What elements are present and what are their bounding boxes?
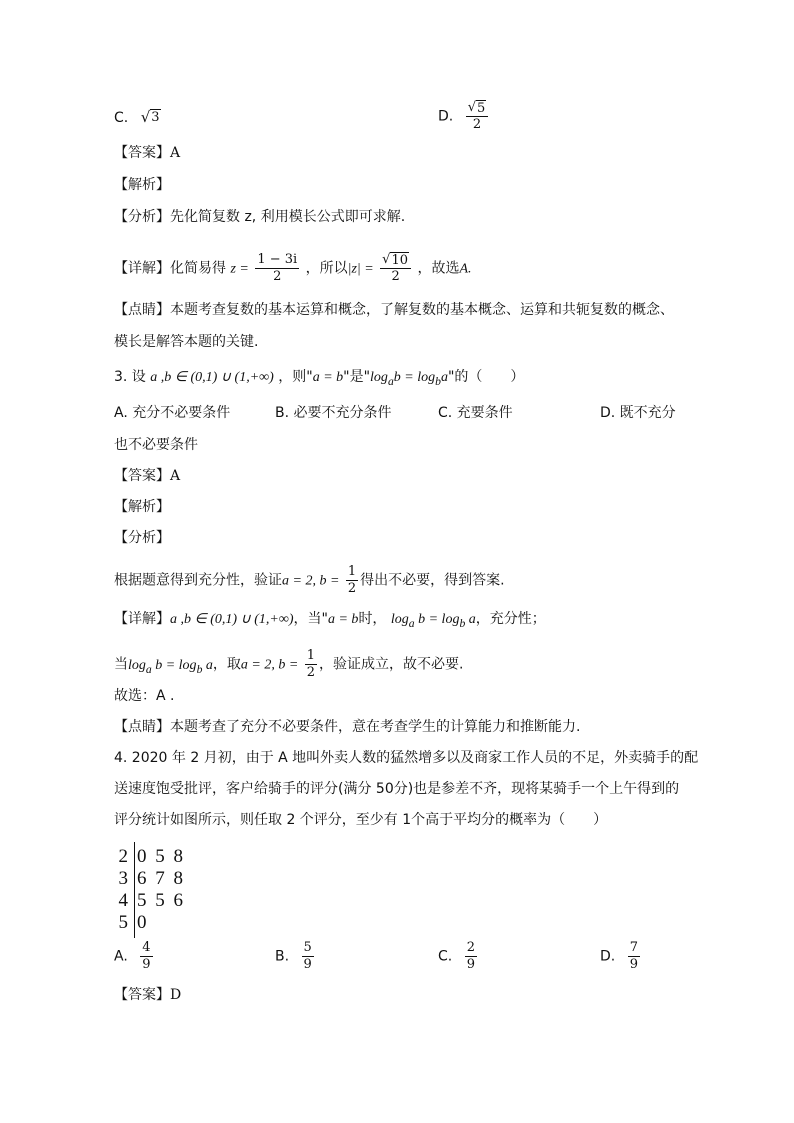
q3-option-d: D. 既不充分 [600, 405, 676, 421]
sqrt-expression: √ 3 [140, 108, 160, 126]
xiangjie-line: 【详解】化简易得 z = $\frac{1 - 3i}{2}$ ，所以|z| = √ 10 2 ，故选A. [114, 252, 472, 284]
fraction: $\frac{1}{2}$ [347, 564, 357, 596]
option-label: D. [438, 108, 454, 125]
fraction: √ 5 2 [466, 100, 489, 133]
option-d [438, 100, 490, 133]
fraction: $\frac{1}{2}$ [306, 648, 316, 680]
q3-guxuan: 故选：A . [114, 688, 175, 704]
option-c [114, 108, 161, 128]
q3-option-c: C. 充要条件 [438, 405, 513, 421]
q3-xiangjie-2: 当$\log_a b = \log_b a$，取a = 2, b = $\frac{1}{2}$ ，验证成立，故不必要. [114, 648, 464, 680]
q3-xiangjie-1: 【详解】a ,b ∈ (0,1) ∪ (1,+∞)，当"a = b时， $\log_a b = \log_b a$，充分性； [114, 611, 546, 630]
stem-leaf-row: 5 0 [118, 912, 149, 933]
q3-analysis-heading: 【解析】 [114, 499, 170, 515]
q4-stem-1: 4. 2020 年 2 月初，由于 A 地叫外卖人数的猛然增多以及商家工作人员的不足，外卖骑手的配 [114, 750, 699, 766]
q4-option-d: D. $\frac{7}{9}$ [600, 940, 638, 972]
q4-stem-2: 送速度饱受批评，客户给骑手的评分(满分 50分)也是参差不齐，现将某骑手一个上午得到的 [114, 781, 680, 797]
fraction: $\frac{2}{9}$ [466, 940, 475, 972]
q3-option-b: B. 必要不充分条件 [275, 405, 392, 421]
stem-leaf-row: 2 0 5 8 [118, 846, 185, 867]
analysis-heading: 【解析】 [114, 177, 170, 193]
fraction: √ 10 2 [380, 252, 411, 285]
stem-leaf-row: 4 5 5 6 [118, 890, 185, 911]
q3-answer: 【答案】A [114, 468, 181, 484]
q3-option-a: A. 充分不必要条件 [114, 405, 231, 421]
fraction: $\frac{1 - 3i}{2}$ [257, 252, 298, 284]
option-label: C. [114, 110, 129, 126]
q3-fenxi-heading: 【分析】 [114, 530, 170, 546]
q4-stem-3: 评分统计如图所示，则任取 2 个评分，至少有 1个高于平均分的概率为（ ） [114, 812, 608, 828]
q3-fenxi-text: 根据题意得到充分性，验证a = 2, b = $\frac{1}{2}$ 得出不必要，得到答案. [114, 564, 505, 596]
fenxi-line: 【分析】先化简复数 z, 利用模长公式即可求解. [114, 209, 406, 225]
fraction: $\frac{7}{9}$ [629, 940, 638, 972]
stem-leaf-row: 3 6 7 8 [118, 868, 185, 889]
fraction: $\frac{4}{9}$ [142, 940, 151, 972]
stem-leaf-plot [114, 846, 185, 934]
fraction: $\frac{5}{9}$ [303, 940, 312, 972]
q3-option-d-cont: 也不必要条件 [114, 437, 198, 453]
q3-dianjing: 【点睛】本题考查了充分不必要条件，意在考查学生的计算能力和推断能力. [114, 719, 581, 735]
q4-option-a: A. $\frac{4}{9}$ [114, 940, 151, 972]
answer-line: 【答案】A [114, 145, 181, 161]
q4-option-b: B. $\frac{5}{9}$ [275, 940, 312, 972]
dianjing-line-1: 【点睛】本题考查复数的基本运算和概念，了解复数的基本概念、运算和共轭复数的概念、 [114, 302, 674, 318]
dianjing-line-2: 模长是解答本题的关键. [114, 334, 259, 350]
q3-stem: 3. 设 a ,b ∈ (0,1) ∪ (1,+∞) ，则"a = b"是"$\log_ab = \log_ba$"的（ ） [114, 369, 525, 388]
q4-answer: 【答案】D [114, 987, 182, 1003]
q4-option-c: C. $\frac{2}{9}$ [438, 940, 475, 972]
